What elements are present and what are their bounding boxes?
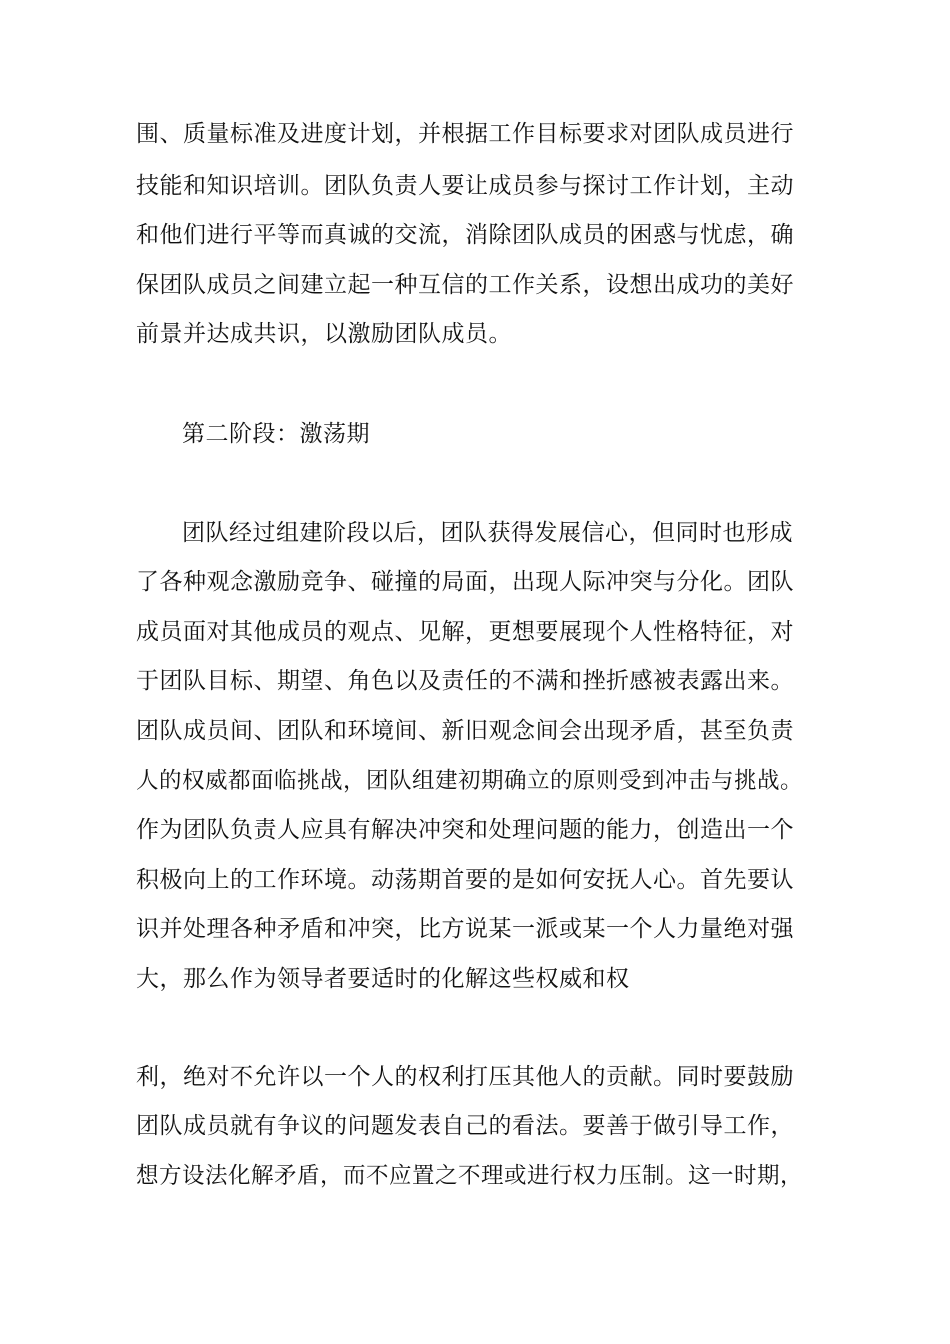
text-line: 利，绝对不允许以一个人的权利打压其他人的贡献。同时要鼓励 — [136, 1064, 794, 1090]
text-line: 作为团队负责人应具有解决冲突和处理问题的能力，创造出一个 — [136, 817, 794, 843]
section-heading: 第二阶段：激荡期 — [182, 421, 370, 447]
text-line: 了各种观念激励竞争、碰撞的局面，出现人际冲突与分化。团队 — [136, 569, 794, 595]
text-line: 积极向上的工作环境。动荡期首要的是如何安抚人心。首先要认 — [136, 867, 794, 893]
text-line: 围、质量标准及进度计划，并根据工作目标要求对团队成员进行 — [136, 121, 794, 147]
text-line: 成员面对其他成员的观点、见解，更想要展现个人性格特征，对 — [136, 619, 794, 645]
text-line: 前景并达成共识，以激励团队成员。 — [136, 321, 512, 347]
text-line: 大，那么作为领导者要适时的化解这些权威和权 — [136, 966, 630, 992]
text-line: 识并处理各种矛盾和冲突，比方说某一派或某一个人力量绝对强 — [136, 916, 794, 942]
text-line: 想方设法化解矛盾，而不应置之不理或进行权力压制。这一时期， — [136, 1163, 804, 1189]
text-line: 团队经过组建阶段以后，团队获得发展信心，但同时也形成 — [182, 520, 793, 546]
text-line: 人的权威都面临挑战，团队组建初期确立的原则受到冲击与挑战。 — [136, 768, 804, 794]
text-line: 和他们进行平等而真诚的交流，消除团队成员的困惑与忧虑，确 — [136, 222, 794, 248]
text-line: 团队成员间、团队和环境间、新旧观念间会出现矛盾，甚至负责 — [136, 718, 794, 744]
text-line: 团队成员就有争议的问题发表自己的看法。要善于做引导工作， — [136, 1113, 794, 1139]
text-line: 技能和知识培训。团队负责人要让成员参与探讨工作计划，主动 — [136, 173, 794, 199]
text-line: 保团队成员之间建立起一种互信的工作关系，设想出成功的美好 — [136, 272, 794, 298]
text-line: 于团队目标、期望、角色以及责任的不满和挫折感被表露出来。 — [136, 668, 794, 694]
